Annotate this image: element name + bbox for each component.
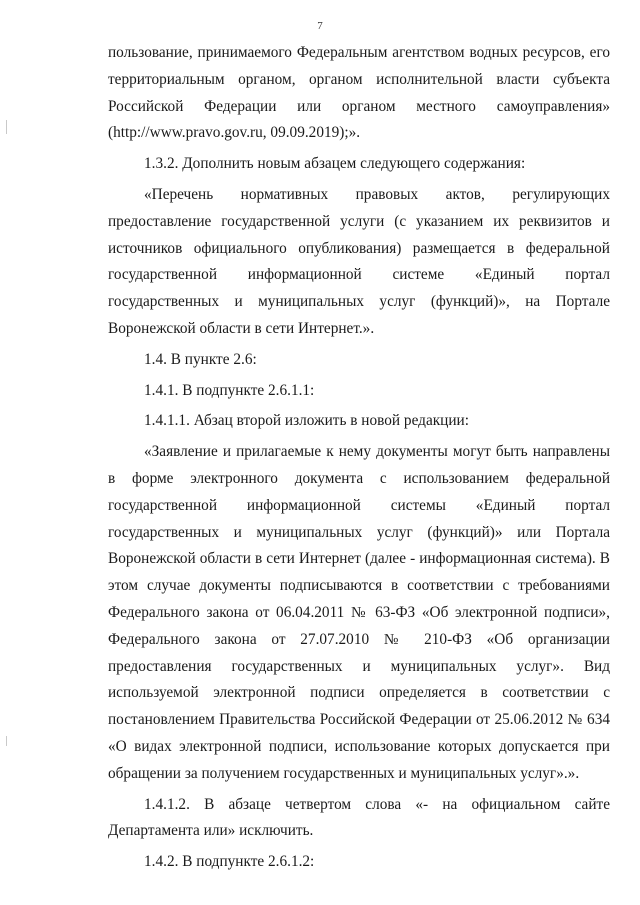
paragraph-continuation: пользование, принимаемого Федеральным агентством водных ресурсов, его территориальным органом, органом исполнительной власти субъекта Российской Федерации или органом местного самоуправления» (http://www.pravo.gov.ru, 09.09.2019);». [108, 44, 610, 142]
page-number: 7 [317, 20, 323, 32]
scan-artifact-line [6, 120, 7, 134]
paragraph-1-4-2: 1.4.2. В подпункте 2.6.1.2: [144, 853, 315, 871]
paragraph-1-4-1-2: 1.4.1.2. В абзаце четвертом слова «- на официальном сайте Департамента или» исключить. [108, 795, 610, 840]
scan-artifact-line [6, 736, 7, 746]
paragraph-quote-normative-acts: «Перечень нормативных правовых актов, регулирующих предоставление государственной услуги (с указанием их реквизитов и источников официального опубликования) размещается в федеральной государственной информационной системе «Единый портал государственных и муниципальных услуг (функций)», на Портале Воронежской области в сети Интернет.». [108, 185, 610, 337]
paragraph-1-4: 1.4. В пункте 2.6: [144, 350, 257, 368]
paragraph-1-3-2: 1.3.2. Дополнить новым абзацем следующего содержания: [144, 155, 526, 173]
paragraph-1-4-1: 1.4.1. В подпункте 2.6.1.1: [144, 381, 315, 399]
paragraph-1-4-1-1: 1.4.1.1. Абзац второй изложить в новой редакции: [144, 412, 469, 430]
paragraph-quote-application: «Заявление и прилагаемые к нему документы могут быть направлены в форме электронного документа с использованием федеральной государственной информационной системы «Единый портал государственных и муниципальных услуг (функций)» или Портала Воронежской области в сети Интернет (далее - информационная система). В этом случае документы подписываются в соответствии с требованиями Федерального закона от 06.04.2011 № 63-ФЗ «Об электронной подписи», Федерального закона от 27.07.2010 № 210-ФЗ «Об организации предоставления государственных и муниципальных услуг». Вид используемой электронной подписи определяется в соответствии с постановлением Правительства Российской Федерации от 25.06.2012 № 634 «О видах электронной подписи, использование которых допускается при обращении за получением государственных и муниципальных услуг».». [108, 443, 610, 782]
document-body [108, 40, 610, 876]
